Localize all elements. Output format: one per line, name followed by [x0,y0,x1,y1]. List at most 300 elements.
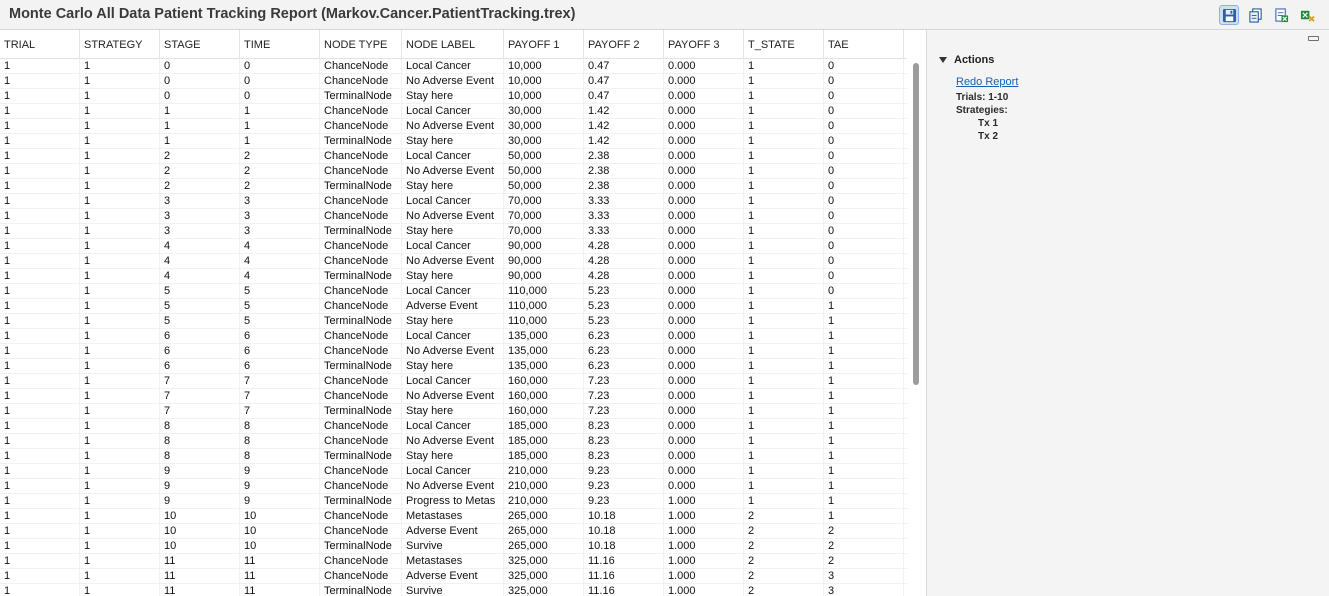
cell-strategy: 1 [80,209,160,224]
cell-payoff-3: 0.000 [664,404,744,419]
trials-info: Trials: 1-10 [956,92,1009,103]
cell-trial: 1 [0,164,80,179]
table-row[interactable] [0,74,907,89]
cell-node-type: TerminalNode [320,224,402,239]
cell-node-label: Local Cancer [402,374,504,389]
cell-stage: 6 [160,359,240,374]
cell-t-state: 1 [744,359,824,374]
vertical-scrollbar[interactable] [910,61,922,594]
actions-panel [926,30,1329,596]
cell-stage: 9 [160,494,240,509]
cell-payoff-2: 10.18 [584,539,664,554]
cell-payoff-2: 8.23 [584,434,664,449]
cell-node-label: Survive [402,584,504,596]
cell-t-state: 1 [744,179,824,194]
cell-payoff-1: 265,000 [504,509,584,524]
cell-node-label: Stay here [402,449,504,464]
cell-payoff-2: 9.23 [584,494,664,509]
cell-trial: 1 [0,359,80,374]
report-table [0,30,925,596]
cell-payoff-2: 2.38 [584,164,664,179]
cell-payoff-1: 160,000 [504,374,584,389]
cell-trial: 1 [0,329,80,344]
cell-payoff-2: 5.23 [584,299,664,314]
collapse-triangle-icon[interactable] [939,57,947,63]
cell-tae: 0 [824,254,904,269]
cell-stage: 3 [160,209,240,224]
cell-trial: 1 [0,449,80,464]
table-row[interactable] [0,239,907,254]
cell-node-type: ChanceNode [320,239,402,254]
cell-payoff-3: 0.000 [664,434,744,449]
cell-payoff-1: 30,000 [504,119,584,134]
cell-stage: 5 [160,314,240,329]
cell-payoff-2: 6.23 [584,344,664,359]
cell-payoff-2: 1.42 [584,104,664,119]
table-row[interactable] [0,584,907,596]
cell-node-label: Local Cancer [402,284,504,299]
cell-stage: 4 [160,254,240,269]
cell-node-label: No Adverse Event [402,119,504,134]
cell-tae: 0 [824,59,904,74]
cell-tae: 0 [824,149,904,164]
cell-time: 1 [240,134,320,149]
cell-node-type: ChanceNode [320,194,402,209]
column-header-time[interactable]: TIME [240,30,320,59]
table-row[interactable] [0,179,907,194]
cell-payoff-3: 1.000 [664,524,744,539]
minimize-icon[interactable] [1308,36,1319,41]
cell-strategy: 1 [80,194,160,209]
table-row[interactable] [0,284,907,299]
cell-strategy: 1 [80,89,160,104]
table-row[interactable] [0,59,907,74]
cell-t-state: 1 [744,374,824,389]
cell-payoff-2: 7.23 [584,404,664,419]
cell-strategy: 1 [80,554,160,569]
cell-stage: 9 [160,464,240,479]
cell-payoff-1: 265,000 [504,524,584,539]
table-row[interactable] [0,194,907,209]
cell-trial: 1 [0,494,80,509]
cell-tae: 1 [824,404,904,419]
cell-strategy: 1 [80,164,160,179]
cell-payoff-2: 8.23 [584,419,664,434]
column-header-stage[interactable]: STAGE [160,30,240,59]
copy-icon[interactable] [1245,5,1265,25]
cell-node-type: ChanceNode [320,254,402,269]
cell-trial: 1 [0,524,80,539]
window-title: Monte Carlo All Data Patient Tracking Report (Markov.Cancer.PatientTracking.trex) [9,6,576,22]
cell-t-state: 1 [744,449,824,464]
cell-stage: 2 [160,179,240,194]
cell-node-label: Stay here [402,179,504,194]
cell-node-label: Local Cancer [402,419,504,434]
cell-time: 3 [240,209,320,224]
cell-node-label: Local Cancer [402,464,504,479]
cell-stage: 8 [160,419,240,434]
cell-stage: 5 [160,284,240,299]
cell-tae: 2 [824,554,904,569]
cell-payoff-3: 0.000 [664,419,744,434]
cell-trial: 1 [0,134,80,149]
cell-trial: 1 [0,194,80,209]
cell-stage: 1 [160,119,240,134]
cell-payoff-3: 0.000 [664,344,744,359]
strategy-item: Tx 1 [978,118,999,129]
cell-payoff-3: 1.000 [664,494,744,509]
table-row[interactable] [0,314,907,329]
cell-payoff-2: 4.28 [584,269,664,284]
actions-title: Actions [954,54,995,66]
table-row[interactable] [0,134,907,149]
cell-trial: 1 [0,554,80,569]
cell-payoff-1: 30,000 [504,104,584,119]
cell-payoff-1: 185,000 [504,434,584,449]
cell-node-type: TerminalNode [320,179,402,194]
table-row[interactable] [0,494,907,509]
cell-payoff-2: 3.33 [584,224,664,239]
cell-node-type: TerminalNode [320,269,402,284]
cell-strategy: 1 [80,104,160,119]
cell-node-type: ChanceNode [320,434,402,449]
cell-stage: 8 [160,434,240,449]
cell-t-state: 1 [744,404,824,419]
cell-strategy: 1 [80,149,160,164]
cell-tae: 2 [824,539,904,554]
cell-node-type: ChanceNode [320,74,402,89]
table-row[interactable] [0,254,907,269]
table-row[interactable] [0,434,907,449]
cell-trial: 1 [0,284,80,299]
cell-node-label: Local Cancer [402,329,504,344]
cell-node-label: No Adverse Event [402,344,504,359]
cell-tae: 0 [824,269,904,284]
cell-payoff-2: 11.16 [584,584,664,596]
cell-stage: 6 [160,344,240,359]
cell-payoff-1: 185,000 [504,449,584,464]
table-row[interactable] [0,329,907,344]
cell-payoff-1: 110,000 [504,299,584,314]
cell-payoff-3: 0.000 [664,104,744,119]
cell-strategy: 1 [80,254,160,269]
cell-payoff-3: 0.000 [664,449,744,464]
scrollbar-thumb[interactable] [913,63,919,385]
cell-stage: 2 [160,164,240,179]
cell-node-type: ChanceNode [320,164,402,179]
cell-tae: 1 [824,329,904,344]
cell-node-label: No Adverse Event [402,389,504,404]
cell-time: 11 [240,569,320,584]
cell-time: 11 [240,554,320,569]
cell-t-state: 2 [744,524,824,539]
cell-tae: 0 [824,239,904,254]
cell-payoff-2: 2.38 [584,149,664,164]
cell-trial: 1 [0,404,80,419]
cell-payoff-2: 5.23 [584,284,664,299]
cell-time: 4 [240,254,320,269]
column-header-trial[interactable]: TRIAL [0,30,80,59]
column-header-tae[interactable]: TAE [824,30,904,59]
table-row[interactable] [0,419,907,434]
cell-payoff-3: 0.000 [664,359,744,374]
export-excel-icon[interactable] [1271,5,1291,25]
cell-trial: 1 [0,479,80,494]
table-row[interactable] [0,509,907,524]
table-row[interactable] [0,104,907,119]
cell-tae: 3 [824,569,904,584]
cell-payoff-1: 210,000 [504,479,584,494]
cell-stage: 7 [160,374,240,389]
cell-strategy: 1 [80,299,160,314]
cell-payoff-2: 11.16 [584,569,664,584]
cell-time: 4 [240,269,320,284]
table-row[interactable] [0,404,907,419]
table-row[interactable] [0,464,907,479]
cell-payoff-2: 11.16 [584,554,664,569]
cell-tae: 1 [824,299,904,314]
cell-payoff-1: 50,000 [504,149,584,164]
cell-payoff-1: 160,000 [504,404,584,419]
cell-stage: 6 [160,329,240,344]
cell-node-label: Metastases [402,509,504,524]
cell-t-state: 1 [744,149,824,164]
cell-strategy: 1 [80,464,160,479]
cell-strategy: 1 [80,539,160,554]
cell-tae: 0 [824,209,904,224]
cell-t-state: 1 [744,494,824,509]
cell-payoff-3: 0.000 [664,134,744,149]
cell-t-state: 1 [744,104,824,119]
cell-stage: 11 [160,554,240,569]
table-row[interactable] [0,299,907,314]
cell-payoff-3: 0.000 [664,284,744,299]
cell-time: 5 [240,314,320,329]
cell-trial: 1 [0,584,80,596]
cell-payoff-1: 10,000 [504,74,584,89]
table-row[interactable] [0,224,907,239]
cell-payoff-1: 30,000 [504,134,584,149]
cell-time: 3 [240,224,320,239]
cell-time: 10 [240,539,320,554]
cell-strategy: 1 [80,584,160,596]
cell-trial: 1 [0,59,80,74]
cell-strategy: 1 [80,494,160,509]
cell-time: 10 [240,524,320,539]
cell-payoff-2: 0.47 [584,59,664,74]
column-header-node-type[interactable]: NODE TYPE [320,30,402,59]
table-row[interactable] [0,389,907,404]
cell-node-type: ChanceNode [320,284,402,299]
cell-stage: 7 [160,404,240,419]
cell-t-state: 1 [744,74,824,89]
table-row[interactable] [0,539,907,554]
column-header-node-label[interactable]: NODE LABEL [402,30,504,59]
cell-payoff-2: 0.47 [584,89,664,104]
cell-node-label: Stay here [402,359,504,374]
actions-section-header[interactable] [939,54,994,66]
cell-node-type: ChanceNode [320,464,402,479]
cell-trial: 1 [0,344,80,359]
cell-payoff-1: 90,000 [504,239,584,254]
strategy-item: Tx 2 [978,131,999,142]
cell-payoff-1: 325,000 [504,554,584,569]
column-header-strategy[interactable]: STRATEGY [80,30,160,59]
cell-tae: 0 [824,224,904,239]
cell-payoff-3: 0.000 [664,59,744,74]
cell-strategy: 1 [80,524,160,539]
cell-tae: 1 [824,494,904,509]
cell-node-label: Stay here [402,314,504,329]
cell-strategy: 1 [80,179,160,194]
cell-stage: 0 [160,74,240,89]
table-row[interactable] [0,149,907,164]
cell-node-type: TerminalNode [320,89,402,104]
table-row[interactable] [0,119,907,134]
cell-node-label: No Adverse Event [402,164,504,179]
table-row[interactable] [0,524,907,539]
toolbar [1219,5,1317,25]
cell-t-state: 1 [744,194,824,209]
cell-node-label: Stay here [402,89,504,104]
title-bar [0,0,1329,30]
cell-t-state: 1 [744,299,824,314]
export-excel-close-icon[interactable] [1297,5,1317,25]
cell-payoff-3: 0.000 [664,374,744,389]
cell-trial: 1 [0,314,80,329]
table-row[interactable] [0,344,907,359]
cell-t-state: 1 [744,314,824,329]
cell-trial: 1 [0,269,80,284]
cell-strategy: 1 [80,434,160,449]
cell-tae: 0 [824,134,904,149]
cell-tae: 1 [824,419,904,434]
cell-payoff-1: 135,000 [504,359,584,374]
table-row[interactable] [0,164,907,179]
cell-time: 10 [240,509,320,524]
cell-node-type: ChanceNode [320,389,402,404]
cell-time: 8 [240,434,320,449]
cell-payoff-2: 9.23 [584,464,664,479]
cell-payoff-1: 90,000 [504,269,584,284]
cell-payoff-1: 70,000 [504,194,584,209]
cell-time: 0 [240,89,320,104]
cell-payoff-2: 4.28 [584,254,664,269]
cell-payoff-3: 1.000 [664,569,744,584]
column-header-payoff-3[interactable]: PAYOFF 3 [664,30,744,59]
table-row[interactable] [0,359,907,374]
table-row[interactable] [0,374,907,389]
cell-payoff-3: 1.000 [664,584,744,596]
cell-node-type: ChanceNode [320,569,402,584]
cell-payoff-3: 0.000 [664,314,744,329]
cell-t-state: 1 [744,119,824,134]
cell-stage: 11 [160,569,240,584]
cell-trial: 1 [0,149,80,164]
redo-report-link[interactable]: Redo Report [956,76,1019,88]
cell-node-label: Stay here [402,224,504,239]
cell-trial: 1 [0,464,80,479]
cell-payoff-3: 0.000 [664,194,744,209]
save-icon[interactable] [1219,5,1239,25]
cell-payoff-1: 185,000 [504,419,584,434]
cell-payoff-2: 6.23 [584,359,664,374]
table-row[interactable] [0,554,907,569]
cell-payoff-1: 90,000 [504,254,584,269]
cell-strategy: 1 [80,59,160,74]
cell-t-state: 1 [744,434,824,449]
cell-time: 7 [240,374,320,389]
cell-node-label: Local Cancer [402,104,504,119]
cell-trial: 1 [0,374,80,389]
table-body [0,59,907,596]
column-header-payoff-1[interactable]: PAYOFF 1 [504,30,584,59]
cell-payoff-2: 1.42 [584,119,664,134]
cell-node-type: TerminalNode [320,584,402,596]
cell-payoff-1: 70,000 [504,224,584,239]
cell-node-label: Stay here [402,404,504,419]
cell-t-state: 2 [744,569,824,584]
table-row[interactable] [0,269,907,284]
table-row[interactable] [0,89,907,104]
cell-payoff-3: 0.000 [664,479,744,494]
cell-time: 11 [240,584,320,596]
cell-payoff-1: 50,000 [504,164,584,179]
cell-tae: 1 [824,509,904,524]
cell-tae: 1 [824,434,904,449]
cell-t-state: 2 [744,584,824,596]
cell-time: 8 [240,419,320,434]
cell-stage: 4 [160,269,240,284]
cell-node-type: TerminalNode [320,539,402,554]
cell-payoff-2: 6.23 [584,329,664,344]
cell-payoff-3: 1.000 [664,554,744,569]
cell-strategy: 1 [80,569,160,584]
column-header-payoff-2[interactable]: PAYOFF 2 [584,30,664,59]
cell-payoff-2: 9.23 [584,479,664,494]
table-row[interactable] [0,479,907,494]
cell-payoff-2: 7.23 [584,374,664,389]
cell-trial: 1 [0,239,80,254]
cell-payoff-2: 1.42 [584,134,664,149]
cell-node-label: Adverse Event [402,524,504,539]
cell-payoff-2: 10.18 [584,509,664,524]
cell-stage: 9 [160,479,240,494]
table-row[interactable] [0,449,907,464]
table-row[interactable] [0,209,907,224]
cell-payoff-1: 50,000 [504,179,584,194]
cell-node-type: ChanceNode [320,374,402,389]
cell-node-type: ChanceNode [320,209,402,224]
table-row[interactable] [0,569,907,584]
cell-node-type: TerminalNode [320,359,402,374]
cell-node-label: No Adverse Event [402,434,504,449]
cell-payoff-1: 325,000 [504,569,584,584]
cell-node-type: ChanceNode [320,479,402,494]
cell-payoff-3: 0.000 [664,164,744,179]
cell-trial: 1 [0,389,80,404]
cell-payoff-1: 265,000 [504,539,584,554]
cell-stage: 10 [160,524,240,539]
cell-payoff-3: 0.000 [664,239,744,254]
cell-t-state: 1 [744,239,824,254]
cell-payoff-3: 0.000 [664,464,744,479]
cell-t-state: 1 [744,389,824,404]
cell-stage: 10 [160,509,240,524]
column-header-t-state[interactable]: T_STATE [744,30,824,59]
cell-payoff-1: 10,000 [504,59,584,74]
cell-t-state: 2 [744,539,824,554]
